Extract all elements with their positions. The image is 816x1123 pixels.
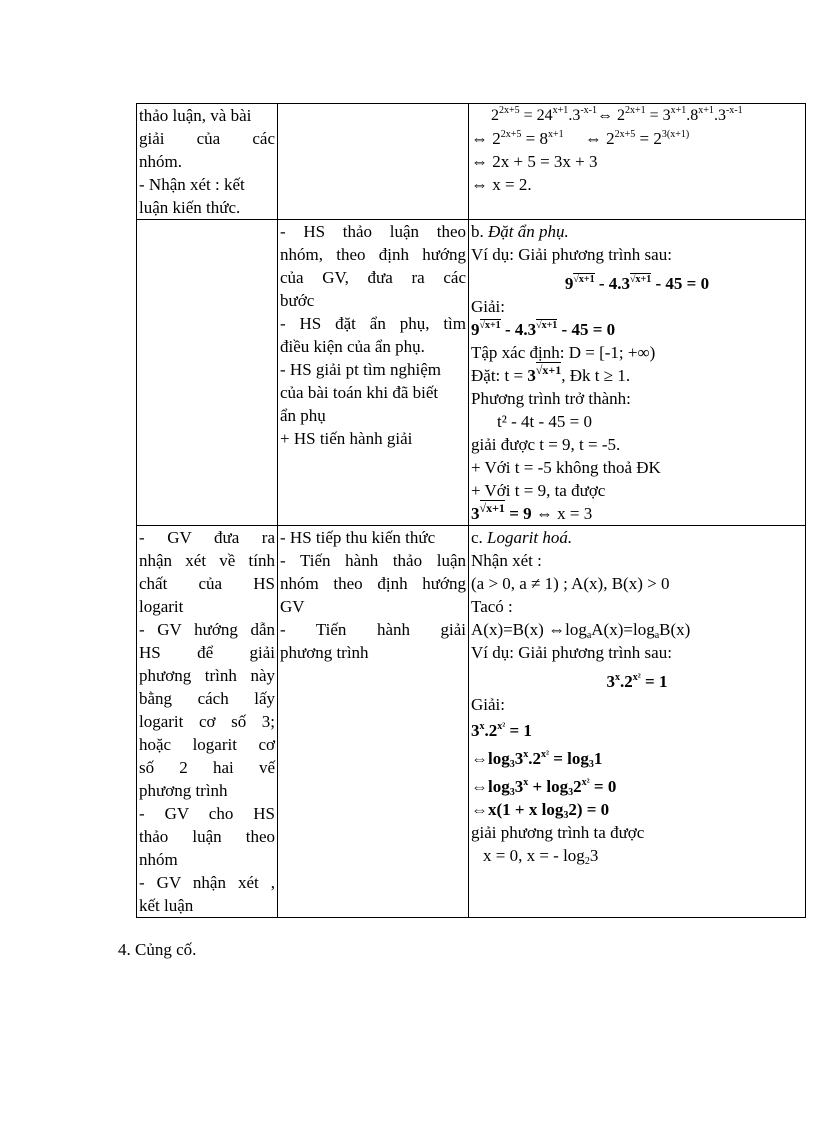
text-line: logarit (139, 597, 184, 616)
text-line: logarit cơ số 3; (139, 712, 275, 731)
text-line: - GV đưa ra (139, 528, 275, 547)
text-line: số 2 hai vế (139, 758, 275, 777)
math-line: A(x)=B(x) $\Leftrightarrow\log_aA(x)=\log_aB(x)$ (471, 620, 691, 641)
text-line: chất của HS (139, 574, 275, 593)
text-line: Phương trình trở thành: (471, 389, 631, 408)
math-line: ⇔ 2x + 5 = 3x + 3 (471, 152, 598, 171)
math-line (471, 104, 803, 127)
text-line: - HS đặt ẩn phụ, tìm (280, 314, 466, 333)
text-line: bằng cách lấy (139, 689, 275, 708)
substitution-line: Đặt: $t = 3^{√x+1}$, Đk t ≥ 1. (471, 363, 631, 385)
teacher-activity-cell (137, 526, 278, 918)
content-cell (469, 220, 806, 526)
text-line: phương trình này (139, 666, 275, 685)
text-line: + HS tiến hành giải (280, 429, 413, 448)
math-step: ⇔x(1 + x $\log_32) = 0$ (471, 800, 610, 821)
text-line: điều kiện của ẩn phụ. (280, 337, 425, 356)
text-line: nhóm (139, 850, 178, 869)
math-step: $3^x.2^{x^2} = 1$ (471, 721, 532, 740)
text-line: hoặc logarit cơ (139, 735, 275, 754)
math-line: x = 0, x = - $\log_23$ (483, 846, 599, 867)
text-line: Giải: (471, 695, 505, 714)
content-cell (469, 526, 806, 918)
text-line: nhóm. (139, 152, 182, 171)
math-equation: $3^{√x+1} = 9$ ⇔ x = 3 (471, 501, 593, 523)
text-line: + Với t = 9, ta được (471, 481, 606, 500)
section-heading: b. Đặt ẩn phụ. (471, 222, 569, 241)
section-title: 4. Củng cố. (118, 940, 197, 959)
text-line: giải của các (139, 129, 275, 148)
text-line: phương trình (280, 643, 369, 662)
math-line: t² - 4t - 45 = 0 (497, 412, 592, 431)
text-line: ẩn phụ (280, 406, 326, 425)
text-line: (a > 0, a ≠ 1) ; A(x), B(x) > 0 (471, 574, 670, 593)
text-line: - HS giải pt tìm nghiệm (280, 360, 442, 379)
text-line: - GV cho HS (139, 804, 275, 823)
text-line: nhận xét về tính (139, 551, 275, 570)
math-equation: $9^{√x+1} - 4.3^{√x+1} - 45 = 0$ (564, 274, 710, 293)
lesson-table (136, 103, 806, 918)
text-line: HS để giải (139, 643, 275, 662)
student-activity-cell (278, 526, 469, 918)
text-line: - GV nhận xét , (139, 873, 275, 892)
text-line: Nhận xét : (471, 551, 542, 570)
text-line: kết luận (139, 896, 194, 915)
text-line: - Nhận xét : kết (139, 175, 245, 194)
text-line: - Tiến hành giải (280, 620, 466, 639)
table-row (137, 526, 806, 918)
text-line: Tacó : (471, 597, 513, 616)
content-cell (469, 104, 806, 220)
text-line: - HS thảo luận theo (280, 222, 466, 241)
math-expr: $2^{2x+5}$ = $24^{x+1}.3^{-x-1}\Leftrightarrow$ $2^{2x+1} = 3^{x+1}.8^{x+1}.3^{-x-1}$ (491, 105, 743, 124)
teacher-activity-cell (137, 220, 278, 526)
text-line: + Với t = -5 không thoả ĐK (471, 458, 661, 477)
text-line: GV (280, 597, 305, 616)
text-line: Giải: (471, 297, 505, 316)
table-row (137, 104, 806, 220)
text-line: phương trình (139, 781, 228, 800)
text-line: Ví dụ: Giải phương trình sau: (471, 245, 672, 264)
student-activity-cell (278, 220, 469, 526)
text-line: nhóm, theo định hướng (280, 245, 466, 264)
math-step: $\Leftrightarrow\log_33^x + \log_32^{x^2} = 0$ (471, 777, 617, 798)
text-line: thảo luận theo (139, 827, 275, 846)
table-row (137, 220, 806, 526)
text-line: Ví dụ: Giải phương trình sau: (471, 643, 672, 662)
text-line: - GV hướng dẫn (139, 620, 275, 639)
math-line: ⇔ $2^{2x+5} = 8^{x+1}$ ⇔ $2^{2x+5} = 2^{3(x+1)}$ (471, 129, 690, 148)
math-equation: $9^{√x+1} - 4.3^{√x+1} - 45 = 0$ (471, 320, 616, 339)
text-line: bước (280, 291, 315, 310)
text-line: luận kiến thức. (139, 198, 241, 217)
teacher-activity-cell (137, 104, 278, 220)
section-heading: c. Logarit hoá. (471, 528, 573, 547)
text-line: giải được t = 9, t = -5. (471, 435, 621, 454)
text-line: nhóm theo định hướng (280, 574, 466, 593)
math-step: $\Leftrightarrow\log_33^x.2^{x^2} = \log_31$ (471, 749, 603, 770)
text-line: của bài toán khi đã biết (280, 383, 439, 402)
text-line: thảo luận, và bài (139, 106, 252, 125)
text-line: của GV, đưa ra các (280, 268, 466, 287)
math-line: ⇔ x = 2. (471, 175, 532, 194)
student-activity-cell (278, 104, 469, 220)
text-line: - Tiến hành thảo luận (280, 551, 466, 570)
text-line: giải phương trình ta được (471, 823, 645, 842)
math-equation: $3^x.2^{x^2} = 1$ (606, 672, 668, 691)
text-line: - HS tiếp thu kiến thức (280, 528, 436, 547)
text-line: Tập xác định: D = [-1; +∞) (471, 343, 656, 362)
